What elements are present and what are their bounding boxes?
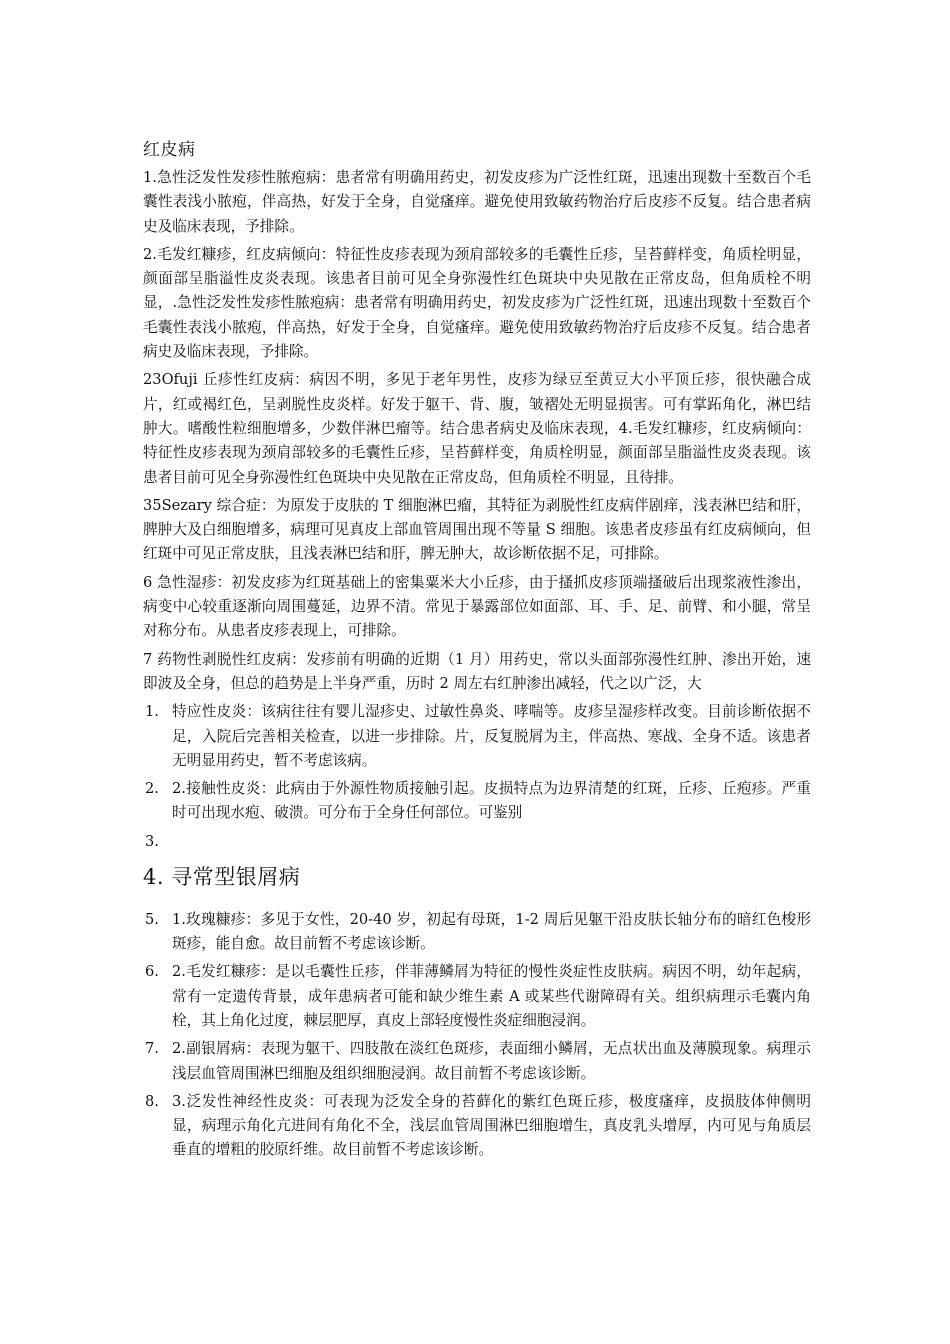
document-title: 红皮病 [143, 140, 196, 160]
list-item [143, 960, 811, 1033]
list-number: 8. [145, 1092, 159, 1110]
list-item-text: 2.毛发红糠疹：是以毛囊性丘疹，伴菲薄鳞屑为特征的慢性炎症性皮肤病。病因不明，幼年起病，常有一定遗传背景，成年患病者可能和缺少维生素 A 或某些代谢障碍有关。组织病理示毛囊内角栓，其上角化过度，棘层肥厚，真皮上部轻度慢性炎症细胞浸润。 [172, 963, 811, 1029]
list-item-text: 2.副银屑病：表现为躯干、四肢散在淡红色斑疹，表面细小鳞屑，无点状出血及薄膜现象。病理示浅层血管周围淋巴细胞及组织细胞浸润。故目前暂不考虑该诊断。 [172, 1040, 811, 1082]
document-page [143, 137, 811, 1167]
list-number: 2. [145, 780, 159, 798]
list-number: 1. [145, 703, 159, 721]
list-number: 3. [145, 832, 159, 850]
paragraph-3: 23Ofuji 丘疹性红皮病：病因不明，多见于老年男性，皮疹为绿豆至黄豆大小平顶丘疹，很快融合成片，红或褐红色，呈剥脱性皮炎样。好发于躯干、背、腹，皱褶处无明显损害。可有掌跖角化，淋巴结肿大。嗜酸性粒细胞增多，少数伴淋巴瘤等。结合患者病史及临床表现，4.毛发红糠疹，红皮病倾向：特征性皮疹表现为颈肩部较多的毛囊性丘疹，呈苔藓样变，角质栓明显，颜面部呈脂溢性皮炎表现。该患者目前可见全身弥漫性红色斑块中央见散在正常皮岛，但角质栓不明显，且待排。 [143, 371, 811, 486]
list-item [143, 777, 811, 826]
paragraph-5: 6 急性湿疹：初发皮疹为红斑基础上的密集粟米大小丘疹，由于搔抓皮疹顶端搔破后出现浆液性渗出，病变中心较重逐渐向周围蔓延，边界不清。常见于暴露部位如面部、耳、手、足、前臂、和小腿，常呈对称分布。从患者皮疹表现上，可排除。 [143, 573, 811, 640]
paragraph-1: 1.急性泛发性发疹性脓疱病：患者常有明确用药史，初发皮疹为广泛性红斑，迅速出现数十至数百个毛囊性表浅小脓疱，伴高热，好发于全身，自觉瘙痒。避免使用致敏药物治疗后皮疹不反复。结合患者病史及临床表现，予排除。 [143, 169, 811, 235]
paragraph-6: 7 药物性剥脱性红皮病：发疹前有明确的近期（1 月）用药史，常以头面部弥漫性红肿、渗出开始，速即波及全身，但总的趋势是上半身严重，历时 2 周左右红肿渗出减轻，代之以广泛，大 [143, 650, 811, 692]
list-item-text: 1.玫瑰糠疹：多见于女性，20-40 岁，初起有母斑，1-2 周后见躯干沿皮肤长轴分布的暗红色梭形斑疹，能自愈。故目前暂不考虑该诊断。 [172, 910, 811, 953]
list-number: 7. [145, 1040, 159, 1058]
numbered-list-1 [143, 700, 811, 853]
list-item [143, 830, 811, 854]
paragraph-4: 35Sezary 综合症：为原发于皮肤的 T 细胞淋巴瘤，其特征为剥脱性红皮病伴剧痒，浅表淋巴结和肝，脾肿大及白细胞增多，病理可见真皮上部血管周围出现不等量 S 细胞。该患者皮疹虽有红皮病倾向，但红斑中可见正常皮肤，且浅表淋巴结和肝，脾无肿大，故诊断依据不足，可排除。 [143, 496, 811, 563]
section-heading: 4. 寻常型银屑病 [143, 864, 301, 889]
list-item [143, 1037, 811, 1086]
list-item-text: 特应性皮炎：该病往往有婴儿湿疹史、过敏性鼻炎、哮喘等。皮疹呈湿疹样改变。目前诊断依据不足，入院后完善相关检查，以进一步排除。片，反复脱屑为主，伴高热、寒战、全身不适。该患者无明显用药史，暂不考虑该病。 [172, 703, 811, 769]
list-item-text: 2.接触性皮炎：此病由于外源性物质接触引起。皮损特点为边界清楚的红斑，丘疹、丘疱疹。严重时可出现水疱、破溃。可分布于全身任何部位。可鉴别 [172, 780, 811, 822]
numbered-list-2 [143, 908, 811, 1163]
list-number: 6. [145, 963, 159, 981]
list-number: 5. [145, 910, 159, 928]
list-item [143, 700, 811, 773]
list-item-text: 3.泛发性神经性皮炎：可表现为泛发全身的苔藓化的紫红色斑丘疹，极度瘙痒，皮损肢体伸侧明显，病理示角化亢进间有角化不全，浅层血管周围淋巴细胞增生，真皮乳头增厚，内可见与角质层垂直的增粗的胶原纤维。故目前暂不考虑该诊断。 [172, 1092, 811, 1159]
list-item [143, 908, 811, 957]
list-item [143, 1090, 811, 1163]
paragraph-2: 2.毛发红糠疹，红皮病倾向：特征性皮疹表现为颈肩部较多的毛囊性丘疹，呈苔藓样变，角质栓明显，颜面部呈脂溢性皮炎表现。该患者目前可见全身弥漫性红色斑块中央见散在正常皮岛，但角质栓不明显，.急性泛发性发疹性脓疱病：患者常有明确用药史，初发皮疹为广泛性红斑，迅速出现数十至数百个毛囊性表浅小脓疱，伴高热，好发于全身，自觉瘙痒。避免使用致敏药物治疗后皮疹不反复。结合患者病史及临床表现，予排除。 [143, 245, 811, 361]
